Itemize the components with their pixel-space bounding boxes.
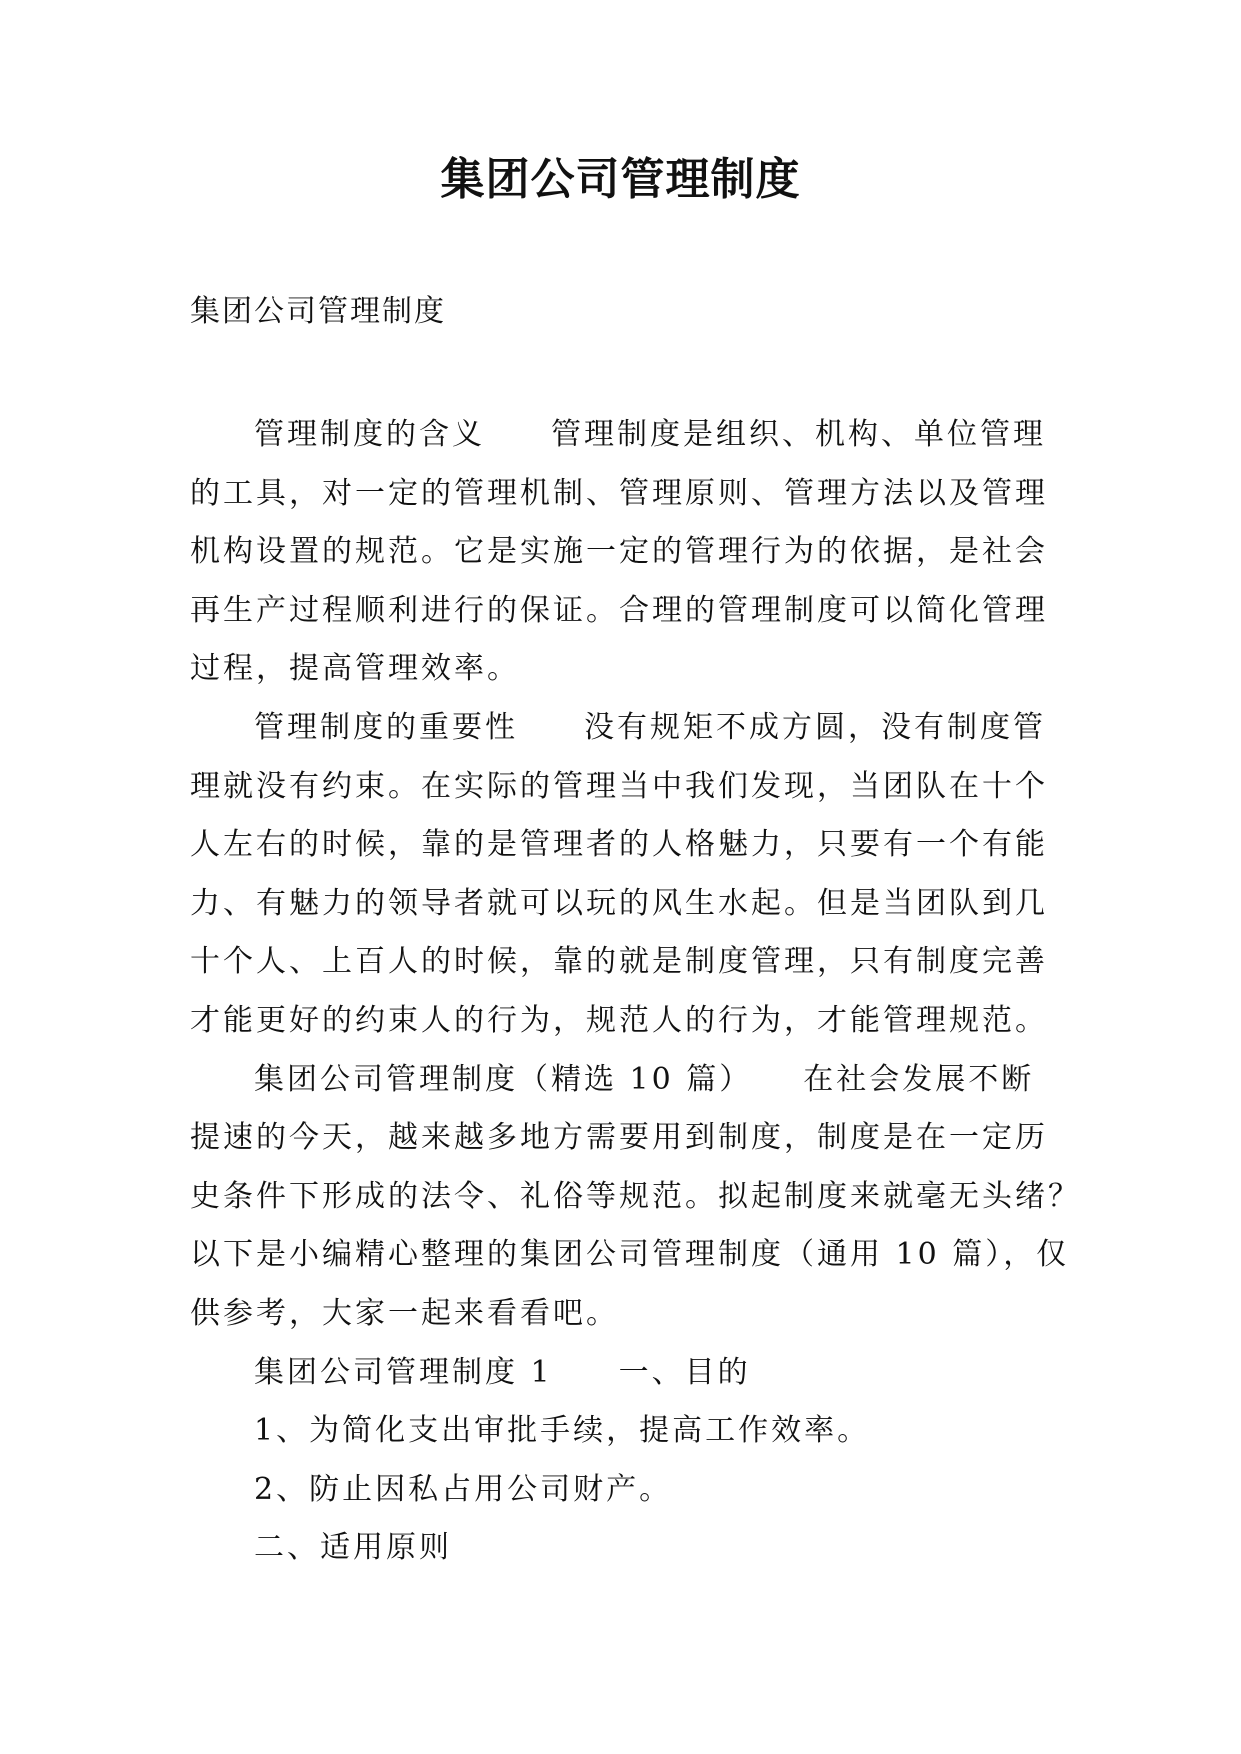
paragraph-line: 管理制度的重要性 没有规矩不成方圆，没有制度管: [254, 709, 1046, 745]
paragraph-line: 二、适用原则: [254, 1530, 452, 1566]
document-title: 集团公司管理制度: [440, 154, 801, 205]
paragraph-line: 人左右的时候，靠的是管理者的人格魅力，只要有一个有能: [190, 827, 1048, 863]
paragraph-line: 理就没有约束。在实际的管理当中我们发现，当团队在十个: [190, 768, 1048, 804]
paragraph-line: 提速的今天，越来越多地方需要用到制度，制度是在一定历: [190, 1120, 1048, 1156]
paragraph-line: 集团公司管理制度（精选 10 篇） 在社会发展不断: [254, 1061, 1035, 1097]
paragraph-line: 1、为简化支出审批手续，提高工作效率。: [254, 1413, 871, 1449]
paragraph-line: 机构设置的规范。它是实施一定的管理行为的依据，是社会: [190, 534, 1048, 570]
paragraph-line: 才能更好的约束人的行为，规范人的行为，才能管理规范。: [190, 1002, 1048, 1038]
paragraph-line: 十个人、上百人的时候，靠的就是制度管理，只有制度完善: [190, 944, 1048, 980]
document-subtitle: 集团公司管理制度: [190, 294, 446, 329]
paragraph-line: 供参考，大家一起来看看吧。: [190, 1295, 619, 1331]
paragraph-line: 再生产过程顺利进行的保证。合理的管理制度可以简化管理: [190, 592, 1048, 628]
paragraph-line: 的工具，对一定的管理机制、管理原则、管理方法以及管理: [190, 475, 1048, 511]
paragraph-line: 过程，提高管理效率。: [190, 651, 520, 687]
paragraph-line: 2、防止因私占用公司财产。: [254, 1471, 673, 1507]
paragraph-line: 力、有魅力的领导者就可以玩的风生水起。但是当团队到几: [190, 885, 1048, 921]
document-body: [190, 406, 1081, 1578]
paragraph-line: 以下是小编精心整理的集团公司管理制度（通用 10 篇），仅: [190, 1237, 1070, 1273]
paragraph-line: 史条件下形成的法令、礼俗等规范。拟起制度来就毫无头绪？: [190, 1178, 1081, 1214]
paragraph-line: 集团公司管理制度 1 一、目的: [254, 1354, 751, 1390]
paragraph-line: 管理制度的含义 管理制度是组织、机构、单位管理: [254, 417, 1046, 452]
